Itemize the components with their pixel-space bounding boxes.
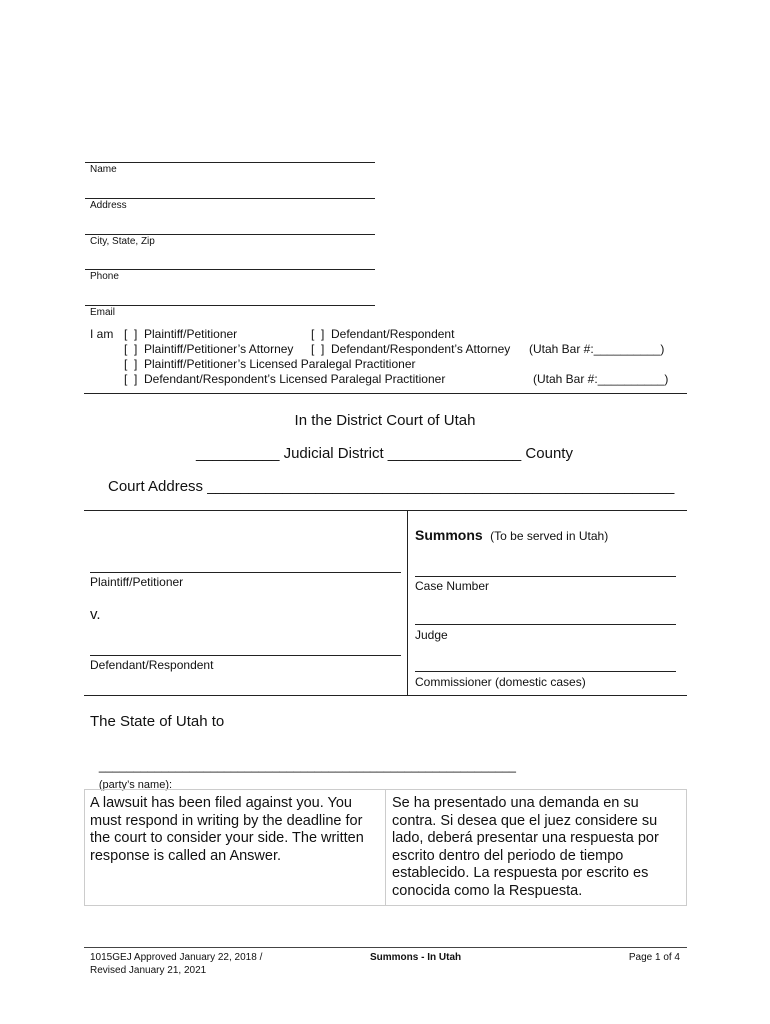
plaintiff-line[interactable] (90, 572, 401, 573)
notice-divider (385, 790, 386, 906)
checkbox-defendant-paralegal[interactable]: [ ] Defendant/Respondent’s Licensed Paralegal Practitioner (124, 372, 446, 386)
judge-label: Judge (415, 628, 448, 642)
defendant-line[interactable] (90, 655, 401, 656)
notice-box (84, 789, 687, 906)
footer-revised: Revised January 21, 2021 (90, 965, 207, 976)
name-label: Name (90, 164, 117, 175)
versus-label: v. (90, 606, 101, 623)
phone-line[interactable] (85, 269, 375, 270)
state-heading: The State of Utah to (90, 713, 225, 730)
caption-top-border (84, 510, 687, 511)
checkbox-defendant[interactable]: [ ] Defendant/Respondent (311, 327, 455, 341)
court-heading: In the District Court of Utah (294, 412, 476, 429)
name-line[interactable] (85, 162, 375, 163)
footer-page-number: Page 1 of 4 (628, 952, 680, 963)
commissioner-line[interactable] (415, 671, 676, 672)
commissioner-label: Commissioner (domestic cases) (415, 675, 586, 689)
summons-title: Summons (415, 527, 483, 543)
address-line[interactable] (85, 198, 375, 199)
checkbox-plaintiff-attorney[interactable]: [ ] Plaintiff/Petitioner’s Attorney (124, 342, 294, 356)
footer-title: Summons - In Utah (370, 952, 462, 963)
email-line[interactable] (85, 305, 375, 306)
caption-divider (407, 510, 408, 695)
summons-subtitle: (To be served in Utah) (490, 529, 609, 543)
court-address-line[interactable]: Court Address ________________________________________________________ (108, 478, 675, 495)
party-name-label: (party’s name): (98, 779, 173, 791)
footer-form-id: 1015GEJ Approved January 22, 2018 / (90, 952, 263, 963)
email-label: Email (90, 307, 116, 318)
city-label: City, State, Zip (90, 236, 155, 247)
party-name-line[interactable]: ____________________________________________________________ (98, 759, 517, 773)
case-number-line[interactable] (415, 576, 676, 577)
defendant-label: Defendant/Respondent (90, 658, 214, 672)
utah-bar-number-2[interactable]: (Utah Bar #:__________) (533, 372, 669, 386)
section-divider (84, 393, 687, 394)
notice-english: A lawsuit has been filed against you. You must respond in writing by the deadline for the court to consider your side. The written response is called an Answer. (90, 795, 364, 864)
case-number-label: Case Number (415, 579, 490, 593)
plaintiff-label: Plaintiff/Petitioner (90, 575, 184, 589)
notice-spanish: Se ha presentado una demanda en su contra. Si desea que el juez considere su lado, deberá presentar una respuesta por escrito dentro del periodo de tiempo establecido. La respuesta por escrito es conocida como la Respuesta. (392, 795, 659, 899)
phone-label: Phone (90, 271, 119, 282)
party-name-row (90, 739, 516, 793)
checkbox-plaintiff-paralegal[interactable]: [ ] Plaintiff/Petitioner’s Licensed Paralegal Practitioner (124, 357, 416, 371)
district-line[interactable]: __________ Judicial District ________________ County (196, 445, 573, 462)
city-line[interactable] (85, 234, 375, 235)
checkbox-defendant-attorney[interactable]: [ ] Defendant/Respondent’s Attorney (311, 342, 511, 356)
address-label: Address (90, 200, 127, 211)
footer-rule (84, 947, 687, 948)
checkbox-plaintiff[interactable]: [ ] Plaintiff/Petitioner (124, 327, 238, 341)
summons-heading (415, 527, 608, 545)
caption-bottom-border (84, 695, 687, 696)
judge-line[interactable] (415, 624, 676, 625)
iam-label: I am (90, 327, 114, 341)
utah-bar-number-1[interactable]: (Utah Bar #:__________) (529, 342, 665, 356)
